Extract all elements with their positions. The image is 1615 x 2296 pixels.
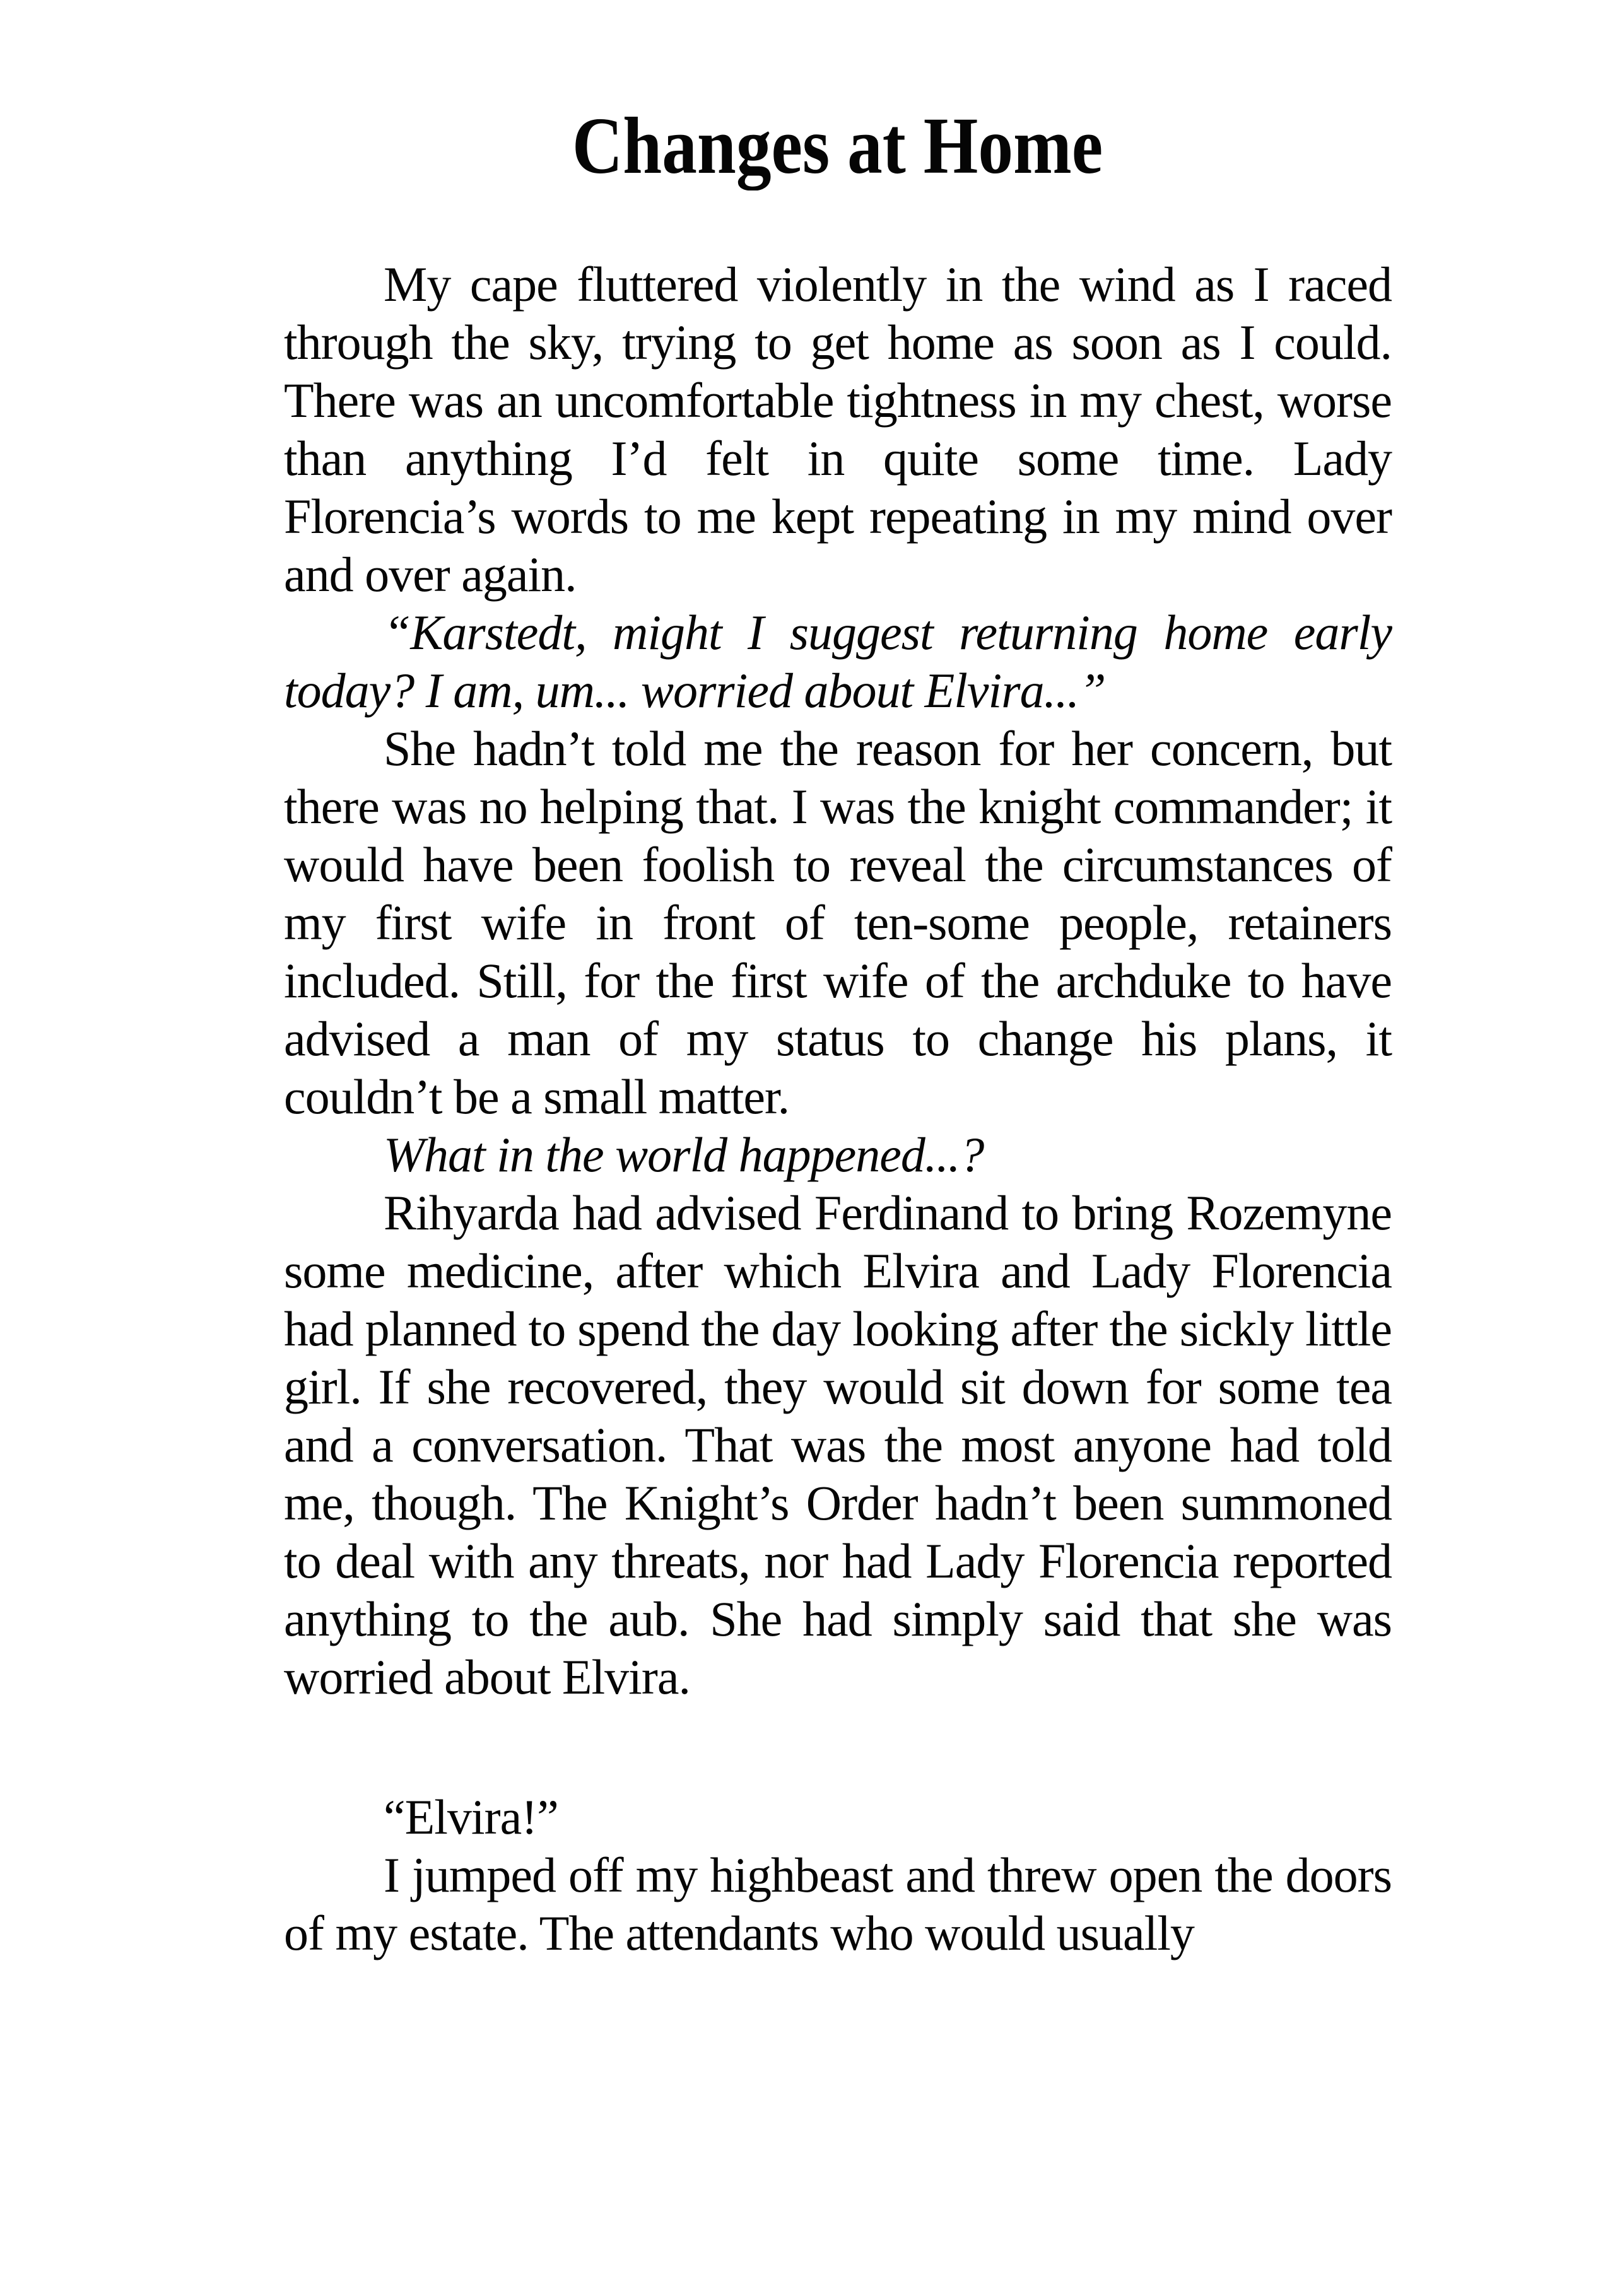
paragraph-inner-thought: What in the world happened...? (384, 1127, 984, 1183)
paragraph-dialogue-elvira: “Elvira!” (384, 1789, 558, 1845)
chapter-title-text: Changes at Home (572, 101, 1103, 190)
paragraph-quote-florencia: “Karstedt, might I suggest returning home early today? I am, um... worried about Elvira...” (284, 605, 1392, 718)
paragraph-narration-1: My cape fluttered violently in the wind as I raced through the sky, trying to get home as soon as I could. There was an uncomfortable tightness in my chest, worse than anything I’d felt in quite some time. Lady Florencia’s words to me kept repeating in my mind over and over again. (284, 257, 1392, 602)
paragraph-narration-2: She hadn’t told me the reason for her concern, but there was no helping that. I was the knight commander; it would have been foolish to reveal the circumstances of my first wife in front of ten-some people, retainers included. Still, for the first wife of the archduke to have advised a man of my status to change his plans, it couldn’t be a small matter. (284, 721, 1392, 1125)
chapter-title (284, 100, 1392, 192)
paragraph-narration-3: Rihyarda had advised Ferdinand to bring Rozemyne some medicine, after which Elvira and Lady Florencia had planned to spend the day looking after the sickly little girl. If she recovered, they would sit down for some tea and a conversation. That was the most anyone had told me, though. The Knight’s Order hadn’t been summoned to deal with any threats, nor had Lady Florencia reported anything to the aub. She had simply said that she was worried about Elvira. (284, 1185, 1392, 1705)
paragraph-narration-4: I jumped off my highbeast and threw open the doors of my estate. The attendants who would usually (284, 1848, 1392, 1961)
